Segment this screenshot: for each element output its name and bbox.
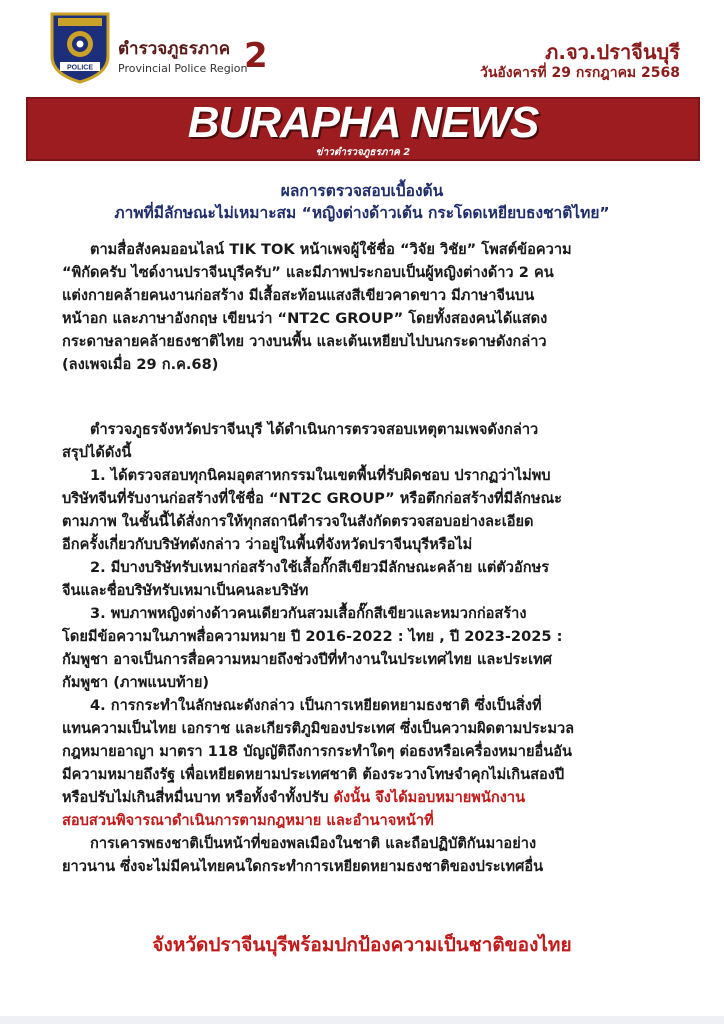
paragraph-line: 4. การกระทำในลักษณะดังกล่าว เป็นการเหยียดหยามธงชาติ ซึ่งเป็นสิ่งที่: [90, 697, 542, 714]
org-name-english: Provincial Police Region: [118, 62, 248, 75]
paragraph-line: กระดาษลายคล้ายธงชาติไทย วางบนพื้น และเต้นเหยียบไปบนกระดาษดังกล่าว: [62, 333, 547, 350]
paragraph-line: 2. มีบางบริษัทรับเหมาก่อสร้างใช้เสื้อกั๊กสีเขียวมีลักษณะคล้าย แต่ตัวอักษร: [90, 559, 550, 576]
paragraph-line: สรุปได้ดังนี้: [62, 444, 132, 461]
province-label: ภ.จว.ปราจีนบุรี: [545, 40, 680, 64]
paragraph-line: บริษัทจีนที่รับงานก่อสร้างที่ใช้ชื่อ “NT2C GROUP” หรือตึกก่อสร้างที่มีลักษณะ: [62, 490, 562, 507]
paragraph-line: ยาวนาน ซึ่งจะไม่มีคนไทยคนใดกระทำการเหยียดหยามธงชาติของประเทศอื่น: [62, 858, 544, 875]
paragraph-line: “พิกัดครับ ไซด์งานปราจีนบุรีครับ” และมีภาพประกอบเป็นผู้หญิงต่างด้าว 2 คน: [62, 264, 554, 281]
paragraph-line: (ลงเพจเมื่อ 29 ก.ค.68): [62, 356, 219, 373]
paragraph-line: 3. พบภาพหญิงต่างด้าวคนเดียวกันสวมเสื้อกั๊กสีเขียวและหมวกก่อสร้าง: [90, 605, 527, 622]
headline-line-1: ผลการตรวจสอบเบื้องต้น: [280, 182, 444, 200]
paragraph-line-mixed: [62, 786, 668, 809]
paragraph-text: หรือปรับไม่เกินสี่หมื่นบาท หรือทั้งจำทั้งปรับ: [62, 789, 334, 806]
bottom-bar: [0, 1016, 724, 1024]
banner-subtitle: ข่าวตำรวจภูธรภาค 2: [315, 147, 411, 158]
org-region-number: 2: [244, 36, 268, 76]
banner-title: BURAPHA NEWS: [187, 98, 539, 147]
paragraph-line: ตำรวจภูธรจังหวัดปราจีนบุรี ได้ดำเนินการตรวจสอบเหตุตามเพจดังกล่าว: [90, 421, 539, 438]
paragraph-line: ตามภาพ ในชั้นนี้ได้สั่งการให้ทุกสถานีตำรวจในสังกัดตรวจสอบอย่างละเอียด: [62, 513, 534, 530]
paragraph-2: [62, 418, 668, 878]
police-badge-logo: [48, 10, 112, 84]
logo-text: POLICE: [66, 64, 94, 72]
paragraph-1: [62, 238, 668, 376]
paragraph-line: แต่งกายคล้ายคนงานก่อสร้าง มีเสื้อสะท้อนแสงสีเขียวคาดขาว มีภาษาจีนบน: [62, 287, 535, 304]
paragraph-line: อีกครั้งเกี่ยวกับบริษัทดังกล่าว ว่าอยู่ในพื้นที่จังหวัดปราจีนบุรีหรือไม่: [62, 536, 473, 553]
highlight-text: ดังนั้น จึงได้มอบหมายพนักงาน: [333, 789, 526, 806]
paragraph-line: ตามสื่อสังคมออนไลน์ TIK TOK หน้าเพจผู้ใช้ชื่อ “วิจัย วิชัย” โพสต์ข้อความ: [90, 241, 572, 258]
paragraph-line: กัมพูชา อาจเป็นการสื่อความหมายถึงช่วงปีที่ทำงานในประเทศไทย และประเทศ: [62, 651, 552, 668]
paragraph-line: มีความหมายถึงรัฐ เพื่อเหยียดหยามประเทศชาติ ต้องระวางโทษจำคุกไม่เกินสองปี: [62, 766, 565, 783]
paragraph-line: กัมพูชา (ภาพแนบท้าย): [62, 674, 210, 691]
news-banner: [26, 97, 700, 161]
paragraph-line: แทนความเป็นไทย เอกราช และเกียรติภูมิของประเทศ ซึ่งเป็นความผิดตามประมวล: [62, 720, 575, 737]
paragraph-line: 1. ได้ตรวจสอบทุกนิคมอุตสาหกรรมในเขตพื้นที่รับผิดชอบ ปรากฏว่าไม่พบ: [90, 467, 551, 484]
paragraph-line: การเคารพธงชาติเป็นหน้าที่ของพลเมืองในชาติ และถือปฏิบัติกันมาอย่าง: [90, 835, 537, 852]
paragraph-line: โดยมีข้อความในภาพสื่อความหมาย ปี 2016-2022 : ไทย , ปี 2023-2025 :: [62, 628, 563, 645]
paragraph-line: หน้าอก และภาษาอังกฤษ เขียนว่า “NT2C GROUP” โดยทั้งสองคนได้แสดง: [62, 310, 548, 327]
paragraph-line: จีนและชื่อบริษัทรับเหมาเป็นคนละบริษัท: [62, 582, 309, 599]
paragraph-line: กฎหมายอาญา มาตรา 118 บัญญัติถึงการกระทำใดๆ ต่อธงหรือเครื่องหมายอื่นอัน: [62, 743, 572, 760]
highlight-line: สอบสวนพิจารณาดำเนินการตามกฎหมาย และอำนาจหน้าที่: [62, 812, 434, 829]
date-label: วันอังคารที่ 29 กรกฎาคม 2568: [479, 65, 680, 81]
org-name-thai: ตำรวจภูธรภาค: [118, 39, 231, 59]
footer-slogan: จังหวัดปราจีนบุรีพร้อมปกป้องความเป็นชาติของไทย: [152, 934, 572, 956]
headline-line-2: ภาพที่มีลักษณะไม่เหมาะสม “หญิงต่างด้าวเต้น กระโดดเหยียบธงชาติไทย”: [114, 204, 610, 222]
